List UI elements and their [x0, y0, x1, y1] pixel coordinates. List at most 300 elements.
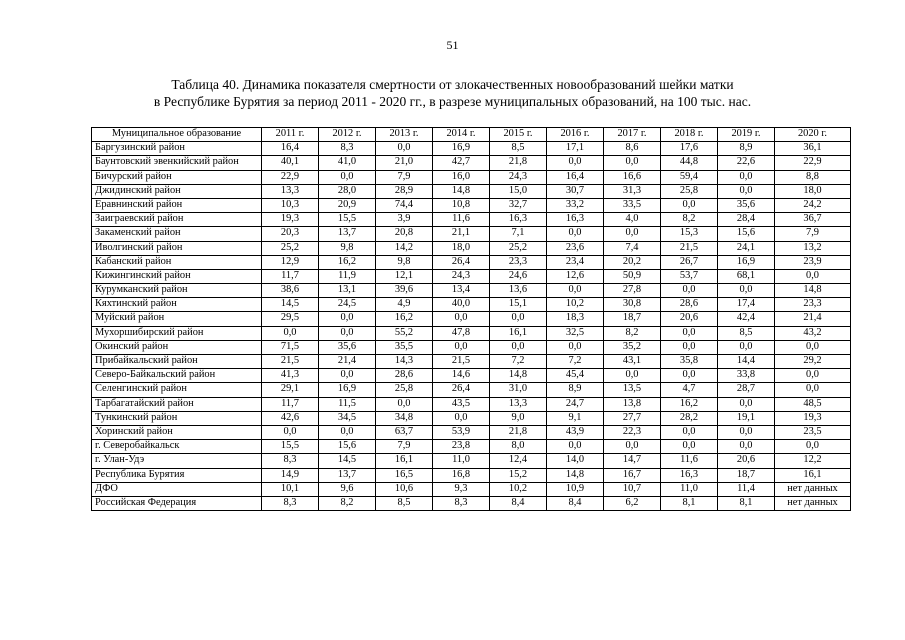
value-cell: 16,2	[661, 397, 718, 411]
value-cell: 0,0	[661, 425, 718, 439]
value-cell: 0,0	[775, 383, 851, 397]
table-row	[92, 383, 851, 397]
table-body	[92, 142, 851, 511]
municipality-name-cell: Тункинский район	[92, 411, 262, 425]
value-cell: 34,8	[376, 411, 433, 425]
value-cell: 22,3	[604, 425, 661, 439]
value-cell: 16,3	[490, 213, 547, 227]
value-cell: 16,2	[376, 312, 433, 326]
value-cell: 36,7	[775, 213, 851, 227]
value-cell: 8,8	[775, 170, 851, 184]
table-row	[92, 326, 851, 340]
column-header-year: 2019 г.	[718, 128, 775, 142]
column-header-year: 2017 г.	[604, 128, 661, 142]
value-cell: 7,9	[376, 440, 433, 454]
value-cell: 11,0	[661, 482, 718, 496]
value-cell: 8,3	[262, 454, 319, 468]
value-cell: 0,0	[775, 269, 851, 283]
value-cell: 0,0	[376, 142, 433, 156]
value-cell: 12,1	[376, 269, 433, 283]
value-cell: 12,2	[775, 454, 851, 468]
table-row	[92, 284, 851, 298]
value-cell: 16,5	[376, 468, 433, 482]
value-cell: 21,4	[775, 312, 851, 326]
value-cell: 28,6	[661, 298, 718, 312]
value-cell: 13,7	[319, 227, 376, 241]
value-cell: 10,1	[262, 482, 319, 496]
value-cell: 19,3	[775, 411, 851, 425]
value-cell: 10,3	[262, 198, 319, 212]
value-cell: 14,5	[319, 454, 376, 468]
value-cell: 8,0	[490, 440, 547, 454]
value-cell: 33,8	[718, 369, 775, 383]
value-cell: 19,1	[718, 411, 775, 425]
value-cell: 22,9	[262, 170, 319, 184]
value-cell: 50,9	[604, 269, 661, 283]
value-cell: 28,4	[718, 213, 775, 227]
value-cell: 13,2	[775, 241, 851, 255]
value-cell: 20,6	[718, 454, 775, 468]
value-cell: 15,5	[262, 440, 319, 454]
value-cell: 18,7	[718, 468, 775, 482]
value-cell: 10,9	[547, 482, 604, 496]
value-cell: 11,5	[319, 397, 376, 411]
municipality-name-cell: Хоринский район	[92, 425, 262, 439]
municipality-name-cell: Курумканский район	[92, 284, 262, 298]
value-cell: 7,9	[775, 227, 851, 241]
column-header-municipality: Муниципальное образование	[92, 128, 262, 142]
table-row	[92, 227, 851, 241]
value-cell: 19,3	[262, 213, 319, 227]
value-cell: 20,8	[376, 227, 433, 241]
column-header-year: 2018 г.	[661, 128, 718, 142]
value-cell: 31,0	[490, 383, 547, 397]
value-cell: 26,7	[661, 255, 718, 269]
municipality-name-cell: Еравнинский район	[92, 198, 262, 212]
municipality-name-cell: Заиграевский район	[92, 213, 262, 227]
value-cell: 25,2	[262, 241, 319, 255]
table-row	[92, 184, 851, 198]
value-cell: 35,8	[661, 355, 718, 369]
value-cell: 23,8	[433, 440, 490, 454]
value-cell: 13,1	[319, 284, 376, 298]
table-row	[92, 397, 851, 411]
value-cell: 16,4	[547, 170, 604, 184]
value-cell: 16,9	[433, 142, 490, 156]
value-cell: 7,2	[547, 355, 604, 369]
value-cell: 15,0	[490, 184, 547, 198]
value-cell: 9,3	[433, 482, 490, 496]
value-cell: 14,4	[718, 355, 775, 369]
table-row	[92, 369, 851, 383]
table-row	[92, 355, 851, 369]
value-cell: 23,3	[490, 255, 547, 269]
value-cell: 16,9	[718, 255, 775, 269]
value-cell: 20,6	[661, 312, 718, 326]
municipality-name-cell: г. Улан-Удэ	[92, 454, 262, 468]
value-cell: 11,4	[718, 482, 775, 496]
municipality-name-cell: г. Северобайкальск	[92, 440, 262, 454]
value-cell: 8,9	[718, 142, 775, 156]
value-cell: 8,3	[433, 496, 490, 510]
value-cell: 13,7	[319, 468, 376, 482]
value-cell: 23,3	[775, 298, 851, 312]
value-cell: 21,5	[661, 241, 718, 255]
value-cell: 28,0	[319, 184, 376, 198]
value-cell: 53,9	[433, 425, 490, 439]
value-cell: 24,1	[718, 241, 775, 255]
value-cell: 59,4	[661, 170, 718, 184]
value-cell: 40,1	[262, 156, 319, 170]
value-cell: 35,6	[319, 340, 376, 354]
value-cell: 9,8	[319, 241, 376, 255]
value-cell: 18,3	[547, 312, 604, 326]
value-cell: 22,6	[718, 156, 775, 170]
value-cell: 9,6	[319, 482, 376, 496]
value-cell: 8,3	[319, 142, 376, 156]
value-cell: 0,0	[718, 340, 775, 354]
municipality-name-cell: Селенгинский район	[92, 383, 262, 397]
value-cell: 27,7	[604, 411, 661, 425]
value-cell: 12,6	[547, 269, 604, 283]
value-cell: 14,3	[376, 355, 433, 369]
value-cell: 0,0	[661, 340, 718, 354]
value-cell: 15,5	[319, 213, 376, 227]
value-cell: 26,4	[433, 383, 490, 397]
value-cell: 0,0	[547, 284, 604, 298]
municipality-name-cell: Республика Бурятия	[92, 468, 262, 482]
value-cell: 8,5	[490, 142, 547, 156]
table-row	[92, 298, 851, 312]
table-row	[92, 468, 851, 482]
value-cell: 28,9	[376, 184, 433, 198]
municipality-name-cell: Кабанский район	[92, 255, 262, 269]
value-cell: 43,2	[775, 326, 851, 340]
value-cell: 38,6	[262, 284, 319, 298]
value-cell: 6,2	[604, 496, 661, 510]
municipality-name-cell: Окинский район	[92, 340, 262, 354]
value-cell: 7,1	[490, 227, 547, 241]
value-cell: 13,8	[604, 397, 661, 411]
column-header-year: 2013 г.	[376, 128, 433, 142]
value-cell: 18,7	[604, 312, 661, 326]
value-cell: 11,0	[433, 454, 490, 468]
value-cell: 14,5	[262, 298, 319, 312]
municipality-name-cell: Кижингинский район	[92, 269, 262, 283]
value-cell: 0,0	[433, 411, 490, 425]
value-cell: 41,0	[319, 156, 376, 170]
value-cell: 23,6	[547, 241, 604, 255]
value-cell: 0,0	[661, 284, 718, 298]
value-cell: 23,4	[547, 255, 604, 269]
table-title	[0, 76, 905, 110]
value-cell: 15,2	[490, 468, 547, 482]
table-row	[92, 198, 851, 212]
value-cell: 14,8	[775, 284, 851, 298]
table-header-row	[92, 128, 851, 142]
value-cell: 44,8	[661, 156, 718, 170]
value-cell: 14,8	[547, 468, 604, 482]
value-cell: 0,0	[319, 326, 376, 340]
value-cell: 25,8	[661, 184, 718, 198]
value-cell: 26,4	[433, 255, 490, 269]
column-header-year: 2012 г.	[319, 128, 376, 142]
value-cell: 42,4	[718, 312, 775, 326]
value-cell: 24,6	[490, 269, 547, 283]
value-cell: 14,6	[433, 369, 490, 383]
value-cell: 0,0	[718, 397, 775, 411]
value-cell: 21,5	[262, 355, 319, 369]
value-cell: 0,0	[262, 326, 319, 340]
value-cell: 20,2	[604, 255, 661, 269]
column-header-year: 2020 г.	[775, 128, 851, 142]
municipality-name-cell: Иволгинский район	[92, 241, 262, 255]
municipality-name-cell: ДФО	[92, 482, 262, 496]
value-cell: 13,4	[433, 284, 490, 298]
value-cell: 0,0	[661, 198, 718, 212]
value-cell: 17,1	[547, 142, 604, 156]
value-cell: 4,7	[661, 383, 718, 397]
value-cell: 13,6	[490, 284, 547, 298]
municipality-name-cell: Джидинский район	[92, 184, 262, 198]
value-cell: 0,0	[718, 440, 775, 454]
value-cell: 24,7	[547, 397, 604, 411]
value-cell: 0,0	[604, 440, 661, 454]
column-header-year: 2016 г.	[547, 128, 604, 142]
value-cell: 0,0	[718, 284, 775, 298]
value-cell: 24,5	[319, 298, 376, 312]
value-cell: 24,2	[775, 198, 851, 212]
value-cell: 21,8	[490, 156, 547, 170]
municipality-name-cell: Кяхтинский район	[92, 298, 262, 312]
value-cell: 0,0	[604, 227, 661, 241]
value-cell: 0,0	[547, 340, 604, 354]
value-cell: 0,0	[775, 369, 851, 383]
value-cell: 0,0	[433, 312, 490, 326]
value-cell: 18,0	[433, 241, 490, 255]
value-cell: 40,0	[433, 298, 490, 312]
value-cell: 0,0	[490, 340, 547, 354]
value-cell: 21,0	[376, 156, 433, 170]
value-cell: 8,1	[661, 496, 718, 510]
value-cell: 35,6	[718, 198, 775, 212]
value-cell: 28,6	[376, 369, 433, 383]
value-cell: 43,5	[433, 397, 490, 411]
column-header-year: 2014 г.	[433, 128, 490, 142]
value-cell: 17,6	[661, 142, 718, 156]
value-cell: 0,0	[319, 425, 376, 439]
value-cell: 14,8	[490, 369, 547, 383]
value-cell: 10,2	[490, 482, 547, 496]
value-cell: 10,6	[376, 482, 433, 496]
value-cell: 12,4	[490, 454, 547, 468]
table-row	[92, 241, 851, 255]
value-cell: 8,2	[661, 213, 718, 227]
value-cell: 63,7	[376, 425, 433, 439]
value-cell: 8,1	[718, 496, 775, 510]
column-header-year: 2011 г.	[262, 128, 319, 142]
value-cell: 8,5	[718, 326, 775, 340]
table-row	[92, 142, 851, 156]
municipality-name-cell: Муйский район	[92, 312, 262, 326]
value-cell: 24,3	[490, 170, 547, 184]
value-cell: 4,9	[376, 298, 433, 312]
value-cell: 29,2	[775, 355, 851, 369]
value-cell: 7,4	[604, 241, 661, 255]
value-cell: 15,1	[490, 298, 547, 312]
value-cell: 28,7	[718, 383, 775, 397]
municipality-name-cell: Баргузинский район	[92, 142, 262, 156]
table-row	[92, 454, 851, 468]
value-cell: 4,0	[604, 213, 661, 227]
municipality-name-cell: Северо-Байкальский район	[92, 369, 262, 383]
value-cell: 13,3	[490, 397, 547, 411]
value-cell: 7,9	[376, 170, 433, 184]
value-cell: 11,6	[433, 213, 490, 227]
mortality-table	[91, 127, 851, 511]
table-row	[92, 496, 851, 510]
value-cell: 14,9	[262, 468, 319, 482]
value-cell: 10,8	[433, 198, 490, 212]
value-cell: 18,0	[775, 184, 851, 198]
value-cell: 22,9	[775, 156, 851, 170]
value-cell: 8,2	[604, 326, 661, 340]
value-cell: 12,9	[262, 255, 319, 269]
value-cell: 16,3	[661, 468, 718, 482]
value-cell: 0,0	[490, 312, 547, 326]
table-row	[92, 255, 851, 269]
value-cell: 8,5	[376, 496, 433, 510]
value-cell: 13,3	[262, 184, 319, 198]
value-cell: 16,8	[433, 468, 490, 482]
value-cell: 34,5	[319, 411, 376, 425]
value-cell: 42,7	[433, 156, 490, 170]
value-cell: 23,9	[775, 255, 851, 269]
value-cell: 16,1	[775, 468, 851, 482]
municipality-name-cell: Мухоршибирский район	[92, 326, 262, 340]
value-cell: 11,9	[319, 269, 376, 283]
value-cell: 55,2	[376, 326, 433, 340]
value-cell: 0,0	[319, 369, 376, 383]
value-cell: 21,8	[490, 425, 547, 439]
value-cell: 53,7	[661, 269, 718, 283]
value-cell: 15,6	[319, 440, 376, 454]
value-cell: 15,6	[718, 227, 775, 241]
page-number: 51	[446, 38, 459, 52]
value-cell: 10,2	[547, 298, 604, 312]
value-cell: 31,3	[604, 184, 661, 198]
value-cell: 9,8	[376, 255, 433, 269]
value-cell: 48,5	[775, 397, 851, 411]
value-cell: 30,7	[547, 184, 604, 198]
value-cell: 7,2	[490, 355, 547, 369]
value-cell: 0,0	[661, 369, 718, 383]
municipality-name-cell: Баунтовский эвенкийский район	[92, 156, 262, 170]
municipality-name-cell: Прибайкальский район	[92, 355, 262, 369]
value-cell: 8,9	[547, 383, 604, 397]
value-cell: 25,2	[490, 241, 547, 255]
value-cell: 33,5	[604, 198, 661, 212]
table-row	[92, 440, 851, 454]
value-cell: 39,6	[376, 284, 433, 298]
value-cell: 8,4	[547, 496, 604, 510]
value-cell: 15,3	[661, 227, 718, 241]
value-cell: 47,8	[433, 326, 490, 340]
value-cell: 30,8	[604, 298, 661, 312]
value-cell: 27,8	[604, 284, 661, 298]
table-row	[92, 340, 851, 354]
value-cell: 68,1	[718, 269, 775, 283]
value-cell: 0,0	[661, 326, 718, 340]
value-cell: 14,0	[547, 454, 604, 468]
value-cell: нет данных	[775, 496, 851, 510]
table-row	[92, 482, 851, 496]
value-cell: 11,6	[661, 454, 718, 468]
value-cell: 0,0	[661, 440, 718, 454]
value-cell: 0,0	[718, 425, 775, 439]
value-cell: 0,0	[775, 440, 851, 454]
value-cell: 71,5	[262, 340, 319, 354]
value-cell: 21,5	[433, 355, 490, 369]
value-cell: 0,0	[604, 156, 661, 170]
value-cell: 0,0	[433, 340, 490, 354]
value-cell: 0,0	[718, 184, 775, 198]
value-cell: 16,3	[547, 213, 604, 227]
value-cell: 33,2	[547, 198, 604, 212]
value-cell: 13,5	[604, 383, 661, 397]
value-cell: 0,0	[604, 369, 661, 383]
value-cell: 14,8	[433, 184, 490, 198]
value-cell: 16,2	[319, 255, 376, 269]
value-cell: 32,7	[490, 198, 547, 212]
value-cell: 74,4	[376, 198, 433, 212]
value-cell: 43,9	[547, 425, 604, 439]
value-cell: 10,7	[604, 482, 661, 496]
table-row	[92, 312, 851, 326]
value-cell: 11,7	[262, 397, 319, 411]
value-cell: 14,2	[376, 241, 433, 255]
value-cell: 29,5	[262, 312, 319, 326]
value-cell: 0,0	[718, 170, 775, 184]
value-cell: 35,5	[376, 340, 433, 354]
value-cell: 0,0	[262, 425, 319, 439]
value-cell: 14,7	[604, 454, 661, 468]
municipality-name-cell: Бичурский район	[92, 170, 262, 184]
value-cell: 8,6	[604, 142, 661, 156]
value-cell: нет данных	[775, 482, 851, 496]
value-cell: 0,0	[547, 440, 604, 454]
value-cell: 9,0	[490, 411, 547, 425]
value-cell: 24,3	[433, 269, 490, 283]
value-cell: 0,0	[547, 227, 604, 241]
value-cell: 8,2	[319, 496, 376, 510]
value-cell: 0,0	[376, 397, 433, 411]
value-cell: 8,3	[262, 496, 319, 510]
table-row	[92, 425, 851, 439]
value-cell: 17,4	[718, 298, 775, 312]
municipality-name-cell: Российская Федерация	[92, 496, 262, 510]
table-row	[92, 213, 851, 227]
value-cell: 28,2	[661, 411, 718, 425]
value-cell: 21,4	[319, 355, 376, 369]
value-cell: 0,0	[547, 156, 604, 170]
table-title-line-1: Таблица 40. Динамика показателя смертности от злокачественных новообразований шейки матки	[171, 77, 734, 92]
value-cell: 16,6	[604, 170, 661, 184]
municipality-name-cell: Тарбагатайский район	[92, 397, 262, 411]
value-cell: 16,7	[604, 468, 661, 482]
value-cell: 43,1	[604, 355, 661, 369]
value-cell: 16,4	[262, 142, 319, 156]
